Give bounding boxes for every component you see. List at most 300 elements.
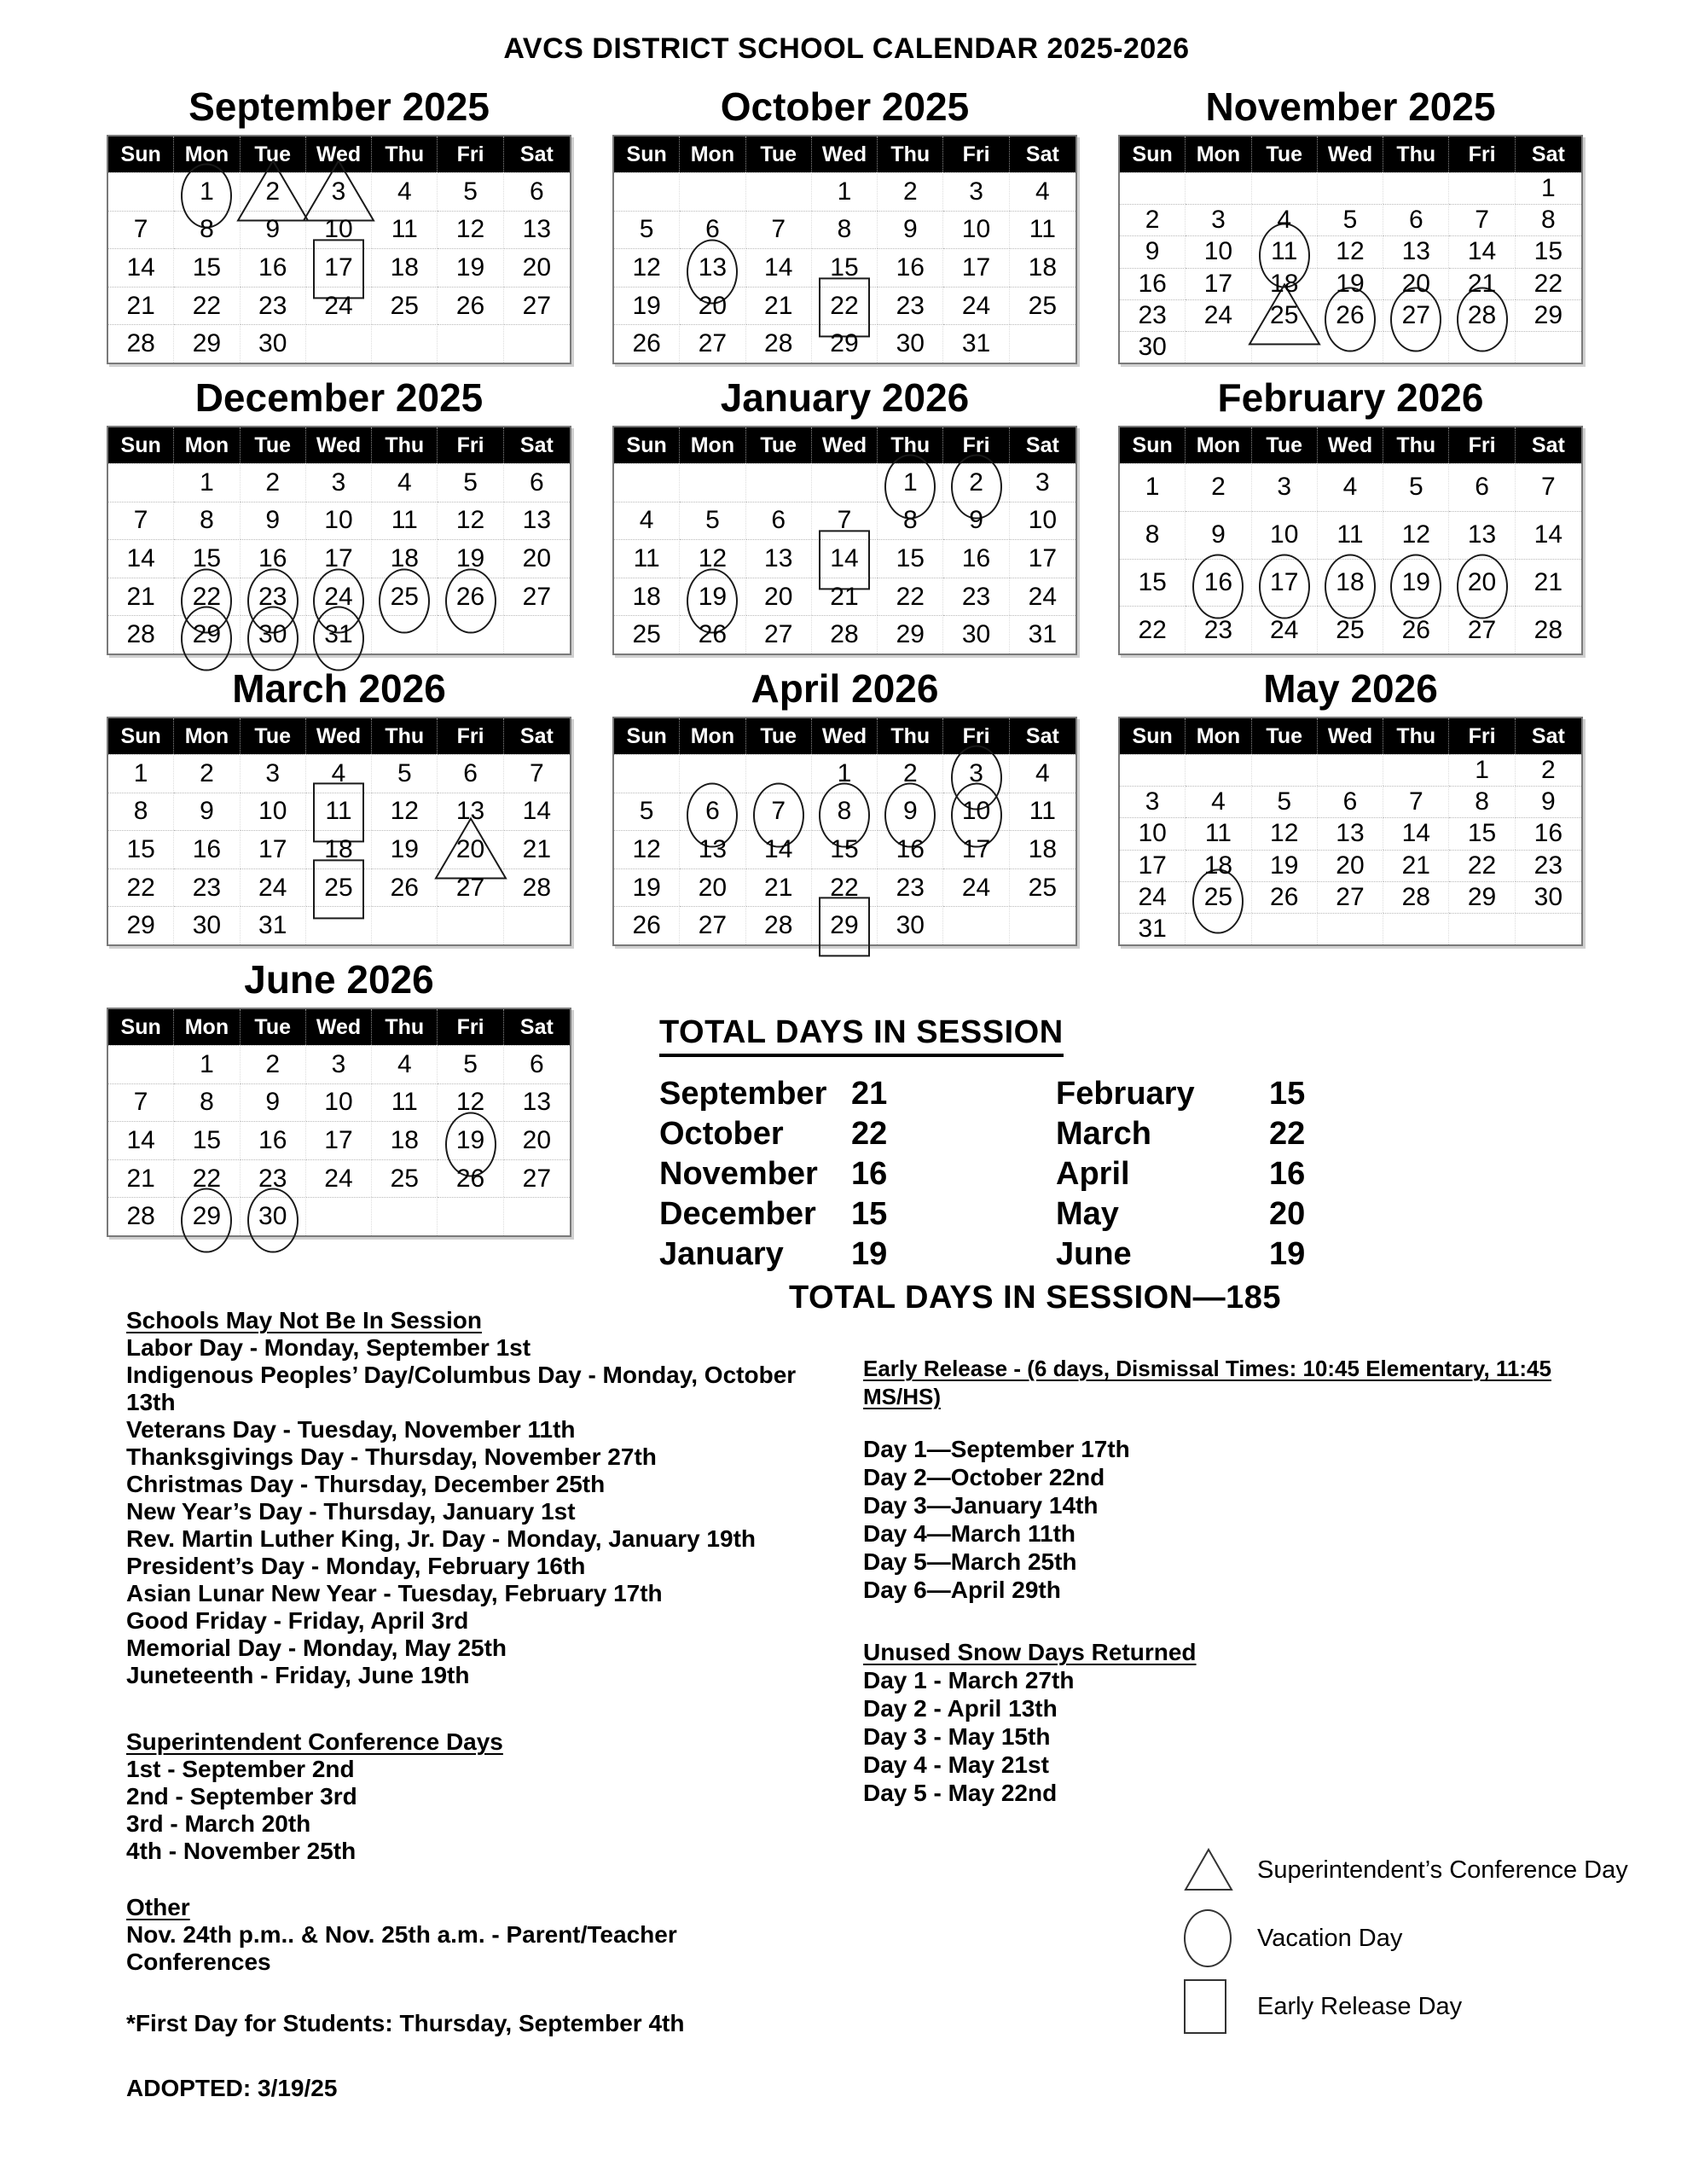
day-number: 15 <box>1467 819 1497 848</box>
day-cell <box>504 1045 570 1083</box>
day-cell <box>1516 559 1581 607</box>
day-number: 6 <box>1475 473 1489 502</box>
day-header-fri: Fri <box>1449 718 1515 754</box>
day-number: 17 <box>324 1125 353 1154</box>
day-cell <box>372 172 438 211</box>
session-table <box>659 1077 1583 1270</box>
day-cell <box>1383 881 1449 913</box>
day-cell <box>1383 235 1449 267</box>
day-number: 12 <box>1401 520 1430 549</box>
day-number: 23 <box>1138 300 1167 329</box>
day-cell <box>943 793 1009 831</box>
day-cell <box>174 1045 240 1083</box>
day-cell <box>1120 786 1186 817</box>
day-cell <box>174 868 240 907</box>
day-cell <box>174 1197 240 1235</box>
day-cell <box>306 1121 372 1159</box>
day-cell <box>241 287 306 325</box>
empty-day-cell <box>438 324 503 363</box>
day-cell <box>1010 287 1076 325</box>
day-number: 30 <box>896 329 925 358</box>
day-cell <box>372 248 438 287</box>
day-number: 4 <box>331 758 346 787</box>
month-title: April 2026 <box>751 666 939 711</box>
day-header-thu: Thu <box>372 136 438 172</box>
not-in-session-section <box>126 1307 826 1689</box>
day-number: 8 <box>200 506 214 535</box>
holiday-line: New Year’s Day - Thursday, January 1st <box>126 1498 576 1525</box>
day-number: 20 <box>1467 567 1497 596</box>
day-cell <box>1252 511 1318 559</box>
day-header-wed: Wed <box>1318 718 1383 754</box>
day-number: 27 <box>522 1164 552 1193</box>
day-cell <box>746 578 812 616</box>
day-cell <box>372 1121 438 1159</box>
early-release-line: Day 5—March 25th <box>863 1548 1077 1575</box>
day-cell <box>1383 463 1449 511</box>
day-number: 6 <box>705 215 720 244</box>
day-header-sat: Sat <box>504 1009 570 1045</box>
day-number: 5 <box>1408 473 1423 502</box>
day-number: 3 <box>1277 473 1292 502</box>
day-cell <box>614 793 680 831</box>
day-number: 21 <box>126 582 155 611</box>
empty-day-cell <box>438 1197 503 1235</box>
day-cell <box>1383 204 1449 235</box>
day-number: 16 <box>1203 567 1233 596</box>
day-cell <box>504 463 570 502</box>
day-number: 16 <box>896 253 925 282</box>
day-number: 23 <box>896 873 925 902</box>
day-cell <box>1120 331 1186 363</box>
session-days-value: 15 <box>1269 1076 1306 1112</box>
empty-day-cell <box>108 172 174 211</box>
day-cell <box>1186 511 1251 559</box>
day-number: 26 <box>455 291 485 320</box>
day-header-thu: Thu <box>372 718 438 754</box>
day-number: 31 <box>324 620 353 649</box>
day-cell <box>438 1045 503 1083</box>
first-day-note: *First Day for Students: Thursday, September 4th <box>126 2010 685 2036</box>
day-number: 6 <box>530 177 544 206</box>
day-number: 23 <box>1203 615 1233 644</box>
day-number: 24 <box>324 291 353 320</box>
day-number: 26 <box>455 582 485 611</box>
day-number: 19 <box>1336 269 1365 298</box>
day-number: 31 <box>258 911 287 940</box>
day-cell <box>1010 539 1076 578</box>
day-header-sat: Sat <box>1516 136 1581 172</box>
day-header-sat: Sat <box>504 136 570 172</box>
snow-day-line: Day 4 - May 21st <box>863 1751 1049 1778</box>
day-number: 5 <box>463 177 478 206</box>
other-section <box>126 1894 826 1976</box>
day-number: 18 <box>1270 269 1299 298</box>
day-number: 29 <box>192 329 222 358</box>
day-cell <box>1449 754 1515 786</box>
day-cell <box>1010 248 1076 287</box>
day-cell <box>438 463 503 502</box>
session-month-label: April <box>1056 1156 1130 1192</box>
day-number: 26 <box>1336 300 1365 329</box>
day-number: 30 <box>192 911 222 940</box>
day-number: 7 <box>1408 787 1423 816</box>
day-cell <box>878 868 943 907</box>
month-title: January 2026 <box>720 375 970 420</box>
session-days-value: 21 <box>851 1076 888 1112</box>
snow-days-heading: Unused Snow Days Returned <box>863 1639 1197 1665</box>
snow-days-section <box>863 1638 1597 1807</box>
day-number: 17 <box>258 834 287 863</box>
day-cell <box>1383 559 1449 607</box>
day-cell <box>1516 606 1581 653</box>
day-number: 23 <box>961 582 991 611</box>
session-days-value: 19 <box>1269 1236 1306 1272</box>
early-release-heading: Early Release - (6 days, Dismissal Times: 10:45 Elementary, 11:45 MS/HS) <box>863 1356 1551 1409</box>
month-grid-march-2026 <box>107 717 571 946</box>
day-cell <box>1120 299 1186 331</box>
day-number: 27 <box>1336 882 1365 911</box>
day-header-wed: Wed <box>812 136 878 172</box>
day-number: 20 <box>522 253 552 282</box>
day-cell <box>943 211 1009 249</box>
day-number: 30 <box>258 329 287 358</box>
month-title: September 2025 <box>188 84 490 129</box>
day-cell <box>943 248 1009 287</box>
day-cell <box>1252 463 1318 511</box>
conference-days-list <box>126 1756 826 1865</box>
day-cell <box>372 793 438 831</box>
empty-day-cell <box>306 1197 372 1235</box>
day-header-wed: Wed <box>1318 136 1383 172</box>
day-cell <box>372 578 438 616</box>
day-number: 15 <box>192 1125 222 1154</box>
day-number: 11 <box>1029 797 1056 826</box>
day-header-fri: Fri <box>438 427 503 463</box>
day-cell <box>943 578 1009 616</box>
day-cell <box>174 793 240 831</box>
day-cell <box>746 830 812 868</box>
day-cell <box>372 211 438 249</box>
day-number: 1 <box>133 758 148 787</box>
day-cell <box>812 793 878 831</box>
day-header-wed: Wed <box>1318 427 1383 463</box>
day-header-sat: Sat <box>504 718 570 754</box>
day-cell <box>1252 299 1318 331</box>
day-number: 2 <box>1145 206 1160 235</box>
day-number: 2 <box>265 1049 281 1078</box>
day-cell <box>1383 786 1449 817</box>
day-number: 13 <box>522 1088 552 1117</box>
day-header-fri: Fri <box>1449 136 1515 172</box>
day-header-mon: Mon <box>680 427 745 463</box>
day-header-fri: Fri <box>438 718 503 754</box>
day-number: 19 <box>455 543 485 572</box>
month-february-2026 <box>1118 373 1583 655</box>
day-number: 27 <box>1467 615 1497 644</box>
day-number: 23 <box>258 291 287 320</box>
day-cell <box>614 615 680 653</box>
month-title: October 2025 <box>720 84 970 129</box>
day-cell <box>1186 463 1251 511</box>
day-number: 22 <box>1467 851 1497 880</box>
day-cell <box>614 578 680 616</box>
day-cell <box>108 793 174 831</box>
day-cell <box>680 539 745 578</box>
day-cell <box>1516 754 1581 786</box>
total-days-in-session-block <box>612 955 1583 1270</box>
day-number: 4 <box>1035 758 1050 787</box>
day-cell <box>1449 881 1515 913</box>
not-in-session-heading: Schools May Not Be In Session <box>126 1307 482 1333</box>
day-number: 21 <box>830 582 859 611</box>
day-cell <box>1010 211 1076 249</box>
day-number: 8 <box>133 797 148 826</box>
day-cell <box>438 1083 503 1122</box>
empty-day-cell <box>1383 172 1449 204</box>
day-number: 26 <box>1401 615 1430 644</box>
day-header-tue: Tue <box>241 718 306 754</box>
day-header-fri: Fri <box>438 136 503 172</box>
day-cell <box>1186 299 1251 331</box>
day-cell <box>1449 850 1515 881</box>
day-cell <box>108 1159 174 1198</box>
month-title: February 2026 <box>1217 375 1484 420</box>
day-cell <box>504 172 570 211</box>
day-cell <box>174 1159 240 1198</box>
day-number: 7 <box>133 1088 148 1117</box>
day-number: 22 <box>830 873 859 902</box>
day-number: 24 <box>961 291 991 320</box>
day-cell <box>878 906 943 944</box>
day-number: 3 <box>331 177 346 206</box>
day-cell <box>878 754 943 793</box>
day-header-thu: Thu <box>1383 718 1449 754</box>
day-number: 29 <box>126 911 155 940</box>
day-number: 13 <box>764 543 793 572</box>
day-number: 13 <box>1401 237 1430 266</box>
day-number: 17 <box>324 253 353 282</box>
empty-day-cell <box>372 906 438 944</box>
day-number: 24 <box>961 873 991 902</box>
day-cell <box>174 1121 240 1159</box>
day-number: 20 <box>764 582 793 611</box>
session-month-label: January <box>659 1236 784 1272</box>
day-number: 9 <box>1145 237 1160 266</box>
day-cell <box>1010 172 1076 211</box>
other-line: Nov. 24th p.m.. & Nov. 25th a.m. - Parent/Teacher Conferences <box>126 1921 677 1975</box>
day-cell <box>108 539 174 578</box>
day-number: 25 <box>390 291 419 320</box>
day-cell <box>504 539 570 578</box>
empty-day-cell <box>372 1197 438 1235</box>
day-cell <box>241 248 306 287</box>
day-number: 26 <box>1270 882 1299 911</box>
day-cell <box>174 211 240 249</box>
day-number: 27 <box>1401 300 1430 329</box>
day-cell <box>1120 606 1186 653</box>
snow-day-line: Day 2 - April 13th <box>863 1695 1058 1722</box>
day-cell <box>372 830 438 868</box>
empty-day-cell <box>1186 331 1251 363</box>
day-cell <box>372 754 438 793</box>
empty-day-cell <box>1449 913 1515 944</box>
day-cell <box>1516 204 1581 235</box>
day-cell <box>241 172 306 211</box>
day-number: 18 <box>1028 253 1058 282</box>
day-number: 1 <box>200 1049 214 1078</box>
day-number: 7 <box>1475 206 1489 235</box>
day-number: 23 <box>1534 851 1563 880</box>
day-cell <box>241 502 306 540</box>
day-number: 28 <box>764 329 793 358</box>
day-cell <box>614 211 680 249</box>
day-cell <box>1010 578 1076 616</box>
day-header-sun: Sun <box>108 427 174 463</box>
day-number: 10 <box>961 215 991 244</box>
empty-day-cell <box>1383 754 1449 786</box>
day-cell <box>174 324 240 363</box>
day-number: 5 <box>397 758 412 787</box>
day-header-sun: Sun <box>108 718 174 754</box>
day-header-fri: Fri <box>943 136 1009 172</box>
day-number: 10 <box>324 506 353 535</box>
day-number: 10 <box>1270 520 1299 549</box>
day-number: 24 <box>324 1164 353 1193</box>
day-number: 28 <box>1467 300 1497 329</box>
early-release-line: Day 3—January 14th <box>863 1492 1099 1519</box>
day-number: 27 <box>764 620 793 649</box>
day-cell <box>1383 299 1449 331</box>
day-cell <box>1252 786 1318 817</box>
holiday-line: Indigenous Peoples’ Day/Columbus Day - Monday, October 13th <box>126 1362 797 1415</box>
day-number: 2 <box>969 468 983 497</box>
legend-row-early-release <box>1184 1979 1628 2034</box>
session-month-label: November <box>659 1156 818 1192</box>
day-number: 18 <box>390 543 419 572</box>
empty-day-cell <box>1010 906 1076 944</box>
legend-label-conference: Superintendent’s Conference Day <box>1257 1856 1628 1884</box>
day-cell <box>1252 850 1318 881</box>
day-number: 30 <box>961 620 991 649</box>
day-number: 7 <box>1541 473 1556 502</box>
month-november-2025 <box>1118 82 1583 364</box>
day-cell <box>1186 850 1251 881</box>
day-number: 3 <box>1211 206 1226 235</box>
day-number: 25 <box>390 582 419 611</box>
circle-icon <box>1184 1909 1257 1967</box>
day-number: 21 <box>764 873 793 902</box>
day-cell <box>108 1083 174 1122</box>
early-release-list <box>863 1435 1597 1604</box>
day-cell <box>306 1083 372 1122</box>
day-cell <box>108 615 174 653</box>
day-cell <box>1252 235 1318 267</box>
day-number: 1 <box>1145 473 1160 502</box>
empty-day-cell <box>504 906 570 944</box>
day-cell <box>504 578 570 616</box>
day-header-tue: Tue <box>1252 136 1318 172</box>
day-cell <box>372 1159 438 1198</box>
day-header-mon: Mon <box>1186 718 1251 754</box>
empty-day-cell <box>943 906 1009 944</box>
day-number: 19 <box>698 582 728 611</box>
day-number: 8 <box>1145 520 1160 549</box>
day-cell <box>174 754 240 793</box>
day-number: 11 <box>1204 819 1232 848</box>
empty-day-cell <box>680 172 745 211</box>
day-cell <box>943 172 1009 211</box>
holiday-line: Labor Day - Monday, September 1st <box>126 1334 531 1361</box>
day-number: 5 <box>1277 787 1292 816</box>
day-number: 3 <box>1145 787 1160 816</box>
day-number: 14 <box>1467 237 1497 266</box>
day-number: 5 <box>639 215 654 244</box>
day-number: 15 <box>830 253 859 282</box>
day-number: 22 <box>896 582 925 611</box>
day-cell <box>1449 786 1515 817</box>
day-header-wed: Wed <box>812 718 878 754</box>
day-cell <box>943 754 1009 793</box>
month-title: December 2025 <box>194 375 484 420</box>
day-cell <box>438 248 503 287</box>
day-header-thu: Thu <box>878 136 943 172</box>
day-number: 20 <box>522 1125 552 1154</box>
month-march-2026 <box>107 664 571 946</box>
day-header-sat: Sat <box>1010 427 1076 463</box>
day-header-sat: Sat <box>1516 718 1581 754</box>
day-number: 1 <box>1475 756 1489 785</box>
day-number: 18 <box>324 834 353 863</box>
day-cell <box>1516 299 1581 331</box>
day-number: 4 <box>1342 473 1358 502</box>
day-number: 16 <box>192 834 222 863</box>
day-number: 14 <box>1534 520 1563 549</box>
day-cell <box>438 578 503 616</box>
day-cell <box>241 868 306 907</box>
day-number: 21 <box>126 291 155 320</box>
day-cell <box>614 539 680 578</box>
day-cell <box>812 830 878 868</box>
day-number: 18 <box>632 582 661 611</box>
day-cell <box>108 211 174 249</box>
legend-row-vacation <box>1184 1911 1628 1966</box>
day-number: 9 <box>200 797 214 826</box>
day-number: 4 <box>1035 177 1050 206</box>
empty-day-cell <box>1120 172 1186 204</box>
day-number: 27 <box>698 329 728 358</box>
day-cell <box>108 830 174 868</box>
day-cell <box>943 868 1009 907</box>
day-cell <box>504 868 570 907</box>
empty-day-cell <box>614 754 680 793</box>
day-cell <box>108 754 174 793</box>
day-header-wed: Wed <box>306 718 372 754</box>
day-number: 11 <box>1029 215 1056 244</box>
day-header-sun: Sun <box>1120 718 1186 754</box>
day-header-tue: Tue <box>746 427 812 463</box>
day-header-mon: Mon <box>1186 136 1251 172</box>
day-cell <box>174 830 240 868</box>
day-cell <box>812 906 878 944</box>
day-cell <box>943 324 1009 363</box>
day-cell <box>812 615 878 653</box>
conference-day-line: 3rd - March 20th <box>126 1810 311 1837</box>
day-number: 20 <box>698 291 728 320</box>
day-number: 28 <box>126 1202 155 1231</box>
day-cell <box>746 615 812 653</box>
conference-day-line: 4th - November 25th <box>126 1838 357 1864</box>
